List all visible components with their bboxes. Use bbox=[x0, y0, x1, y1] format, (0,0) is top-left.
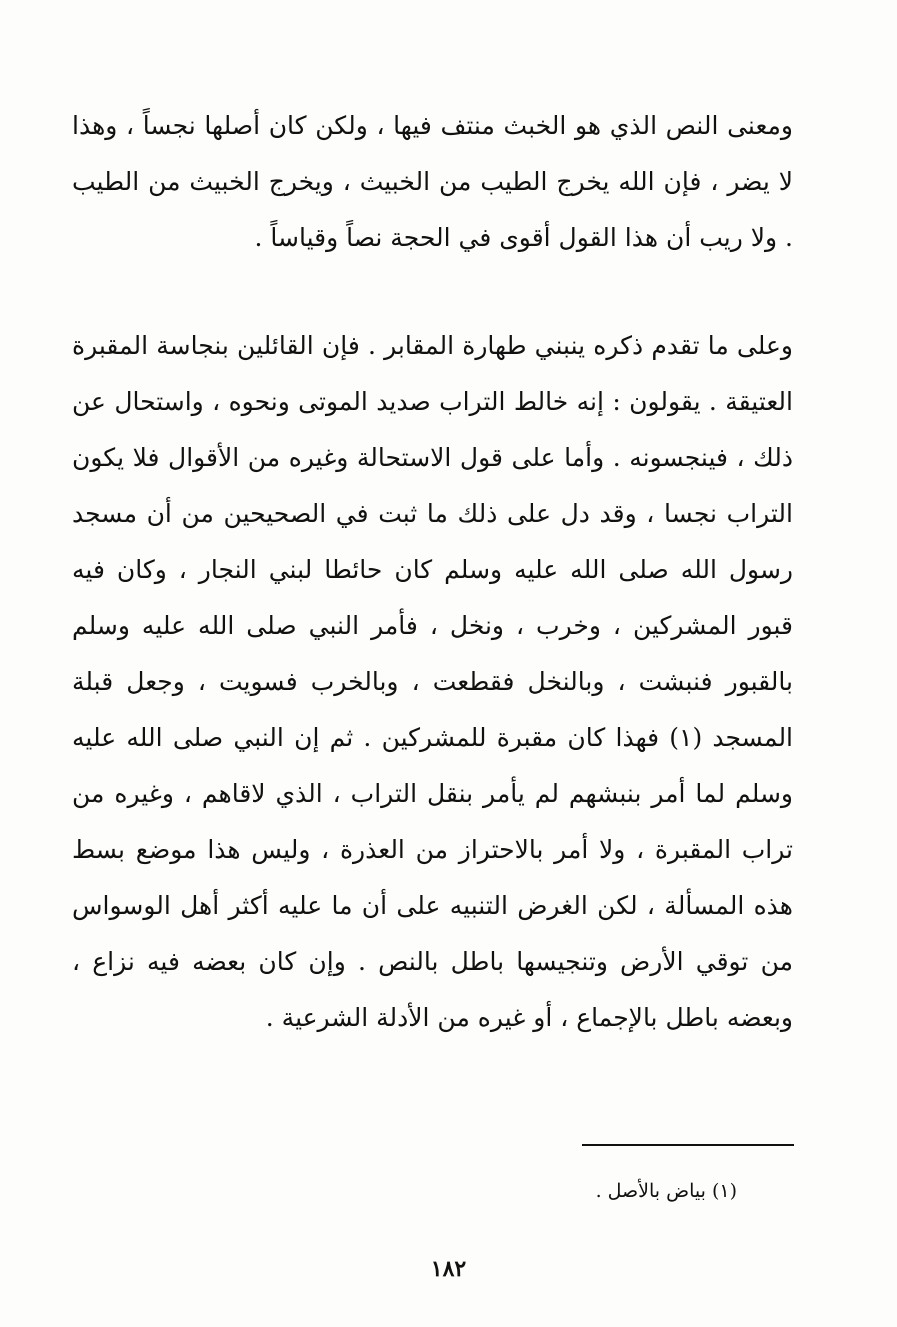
paragraph-1 bbox=[72, 98, 793, 266]
footnote: (١) بياض بالأصل . bbox=[595, 1180, 737, 1202]
paragraph-1-text: ومعنى النص الذي هو الخبث منتف فيها ، ولكن كان أصلها نجساً ، وهذا لا يضر ، فإن الله يخرج الطيب من الخبيث ، ويخرج الخبيث من الطيب . ولا ريب أن هذا القول أقوى في الحجة نصاً وقياساً . bbox=[72, 111, 793, 252]
page-number: ١٨٢ bbox=[430, 1256, 467, 1282]
paragraph-2 bbox=[72, 318, 793, 1046]
footnote-separator bbox=[582, 1144, 794, 1146]
paragraph-2-text: وعلى ما تقدم ذكره ينبني طهارة المقابر . فإن القائلين بنجاسة المقبرة العتيقة . يقولون : إنه خالط التراب صديد الموتى ونحوه ، واستحال عن ذلك ، فينجسونه . وأما على قول الاستحالة وغيره من الأقوال فلا يكون التراب نجسا ، وقد دل على ذلك ما ثبت في الصحيحين من أن مسجد رسول الله صلى الله عليه وسلم كان حائطا لبني النجار ، وكان فيه قبور المشركين ، وخرب ، ونخل ، فأمر النبي صلى الله عليه وسلم بالقبور فنبشت ، وبالنخل فقطعت ، وبالخرب فسويت ، وجعل قبلة المسجد (١) فهذا كان مقبرة للمشركين . ثم إن النبي صلى الله عليه وسلم لما أمر بنبشهم لم يأمر بنقل التراب ، الذي لاقاهم ، وغيره من تراب المقبرة ، ولا أمر بالاحتراز من العذرة ، وليس هذا موضع بسط هذه المسألة ، لكن الغرض التنبيه على أن ما عليه أكثر أهل الوسواس من توقي الأرض وتنجيسها باطل بالنص . وإن كان بعضه فيه نزاع ، وبعضه باطل بالإجماع ، أو غيره من الأدلة الشرعية . bbox=[72, 331, 794, 1032]
